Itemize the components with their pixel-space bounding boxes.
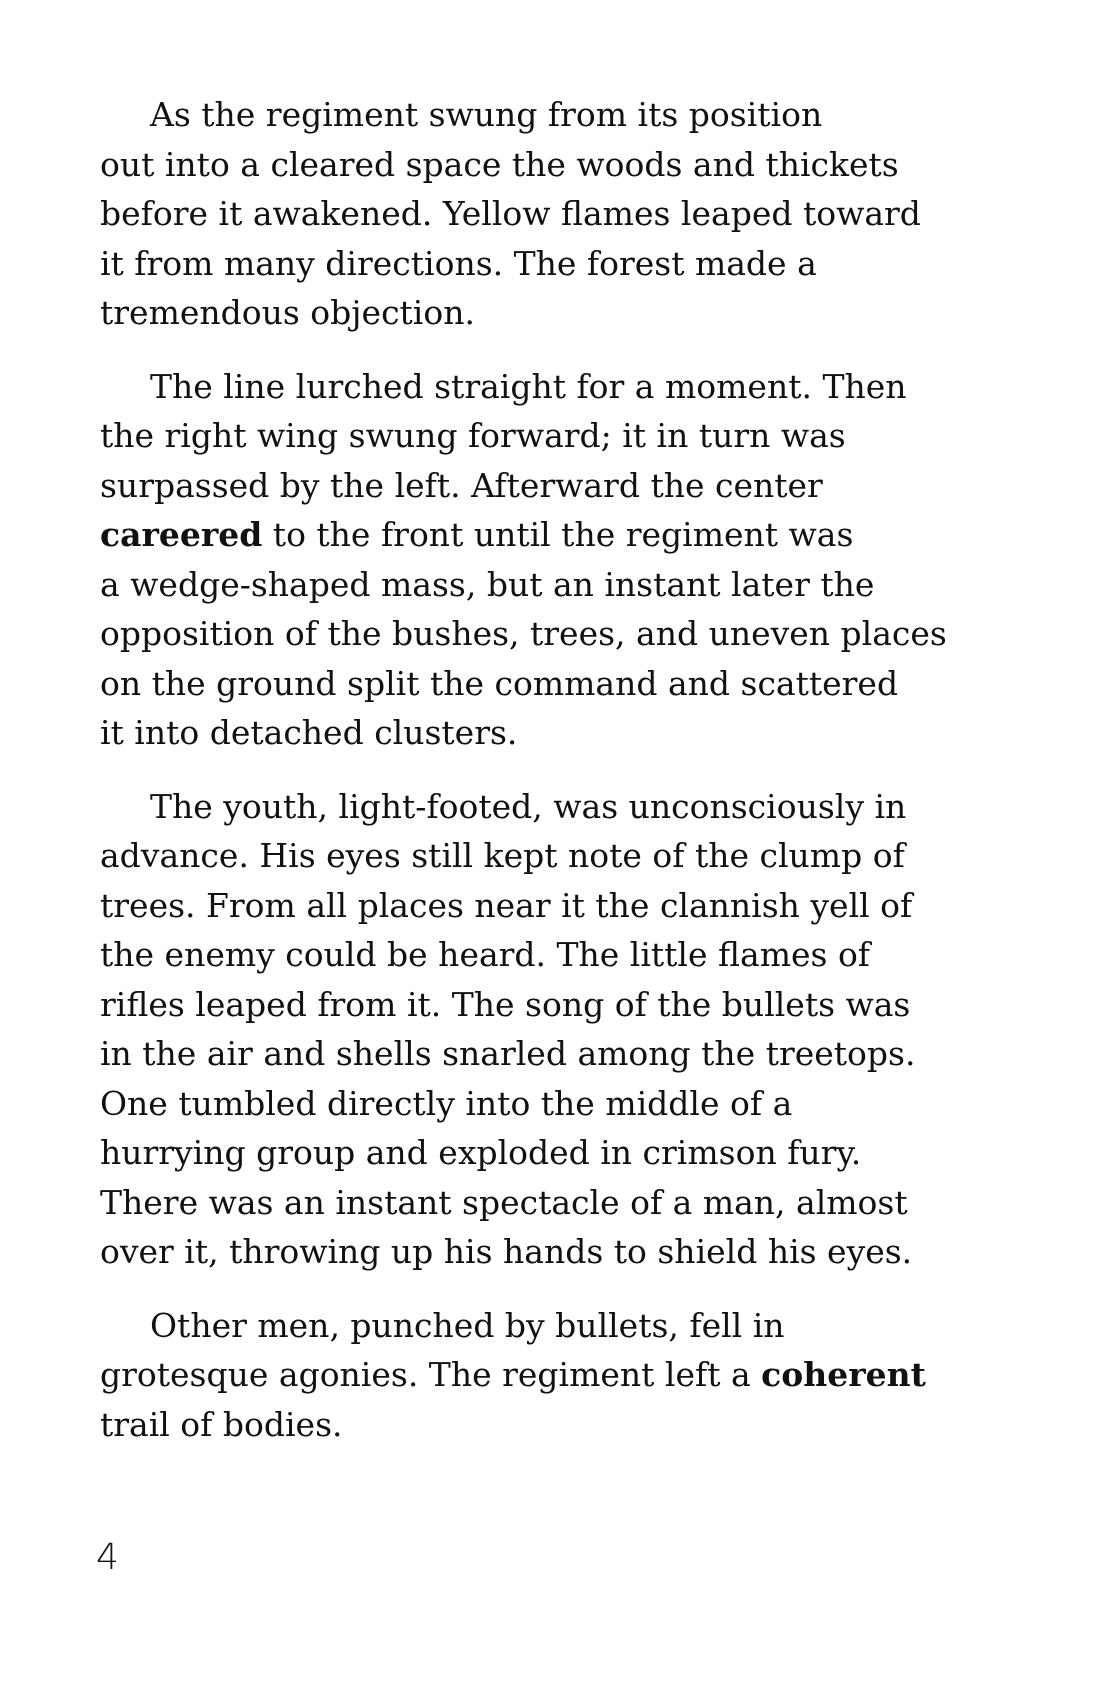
text-line: hurrying group and exploded in crimson fury. <box>100 1133 862 1172</box>
text-line: advance. His eyes still kept note of the clump of <box>100 836 905 875</box>
text-line: One tumbled directly into the middle of a <box>100 1083 793 1123</box>
text-line: before it awakened. Yellow flames leaped toward <box>100 194 921 233</box>
paragraph-2 <box>100 362 1030 758</box>
paragraph-1 <box>100 90 1030 338</box>
text-line: The line lurched straight for a moment. Then <box>150 366 907 406</box>
text-line: in the air and shells snarled among the treetops. <box>100 1034 916 1073</box>
text-line: it into detached clusters. <box>100 713 518 752</box>
vocabulary-word-coherent: coherent <box>761 1355 926 1394</box>
text-line: surpassed by the left. Afterward the center <box>100 465 823 505</box>
text-line: rifles leaped from it. The song of the bullets was <box>100 984 911 1024</box>
text-line: out into a cleared space the woods and thickets <box>100 144 899 184</box>
text-line: the right wing swung forward; it in turn was <box>100 416 846 455</box>
text-line: over it, throwing up his hands to shield his eyes. <box>100 1232 913 1271</box>
text-line: tremendous objection. <box>100 293 475 332</box>
text-line: trees. From all places near it the clannish yell of <box>100 885 913 925</box>
text-run: to the front until the regiment was <box>262 515 854 554</box>
text-line: The youth, light-footed, was unconsciously in <box>150 786 907 826</box>
paragraph-3 <box>100 782 1030 1277</box>
text-line: the enemy could be heard. The little flames of <box>100 935 871 974</box>
text-line: Other men, punched by bullets, fell in <box>150 1305 785 1345</box>
paragraph-4 <box>100 1301 1030 1450</box>
text-line: As the regiment swung from its position <box>150 95 823 134</box>
text-line: a wedge-shaped mass, but an instant later the <box>100 564 875 604</box>
text-line: There was an instant spectacle of a man, almost <box>100 1182 908 1222</box>
text-run: grotesque agonies. The regiment left a <box>100 1355 762 1394</box>
text-line <box>100 1350 1030 1400</box>
text-line: it from many directions. The forest made a <box>100 243 817 283</box>
vocabulary-word-careered: careered <box>100 515 263 554</box>
text-line <box>100 510 1030 560</box>
text-line: opposition of the bushes, trees, and uneven places <box>100 614 947 653</box>
text-line: trail of bodies. <box>100 1404 343 1444</box>
page-number: 4 <box>96 1537 119 1578</box>
text-line: on the ground split the command and scattered <box>100 663 899 703</box>
